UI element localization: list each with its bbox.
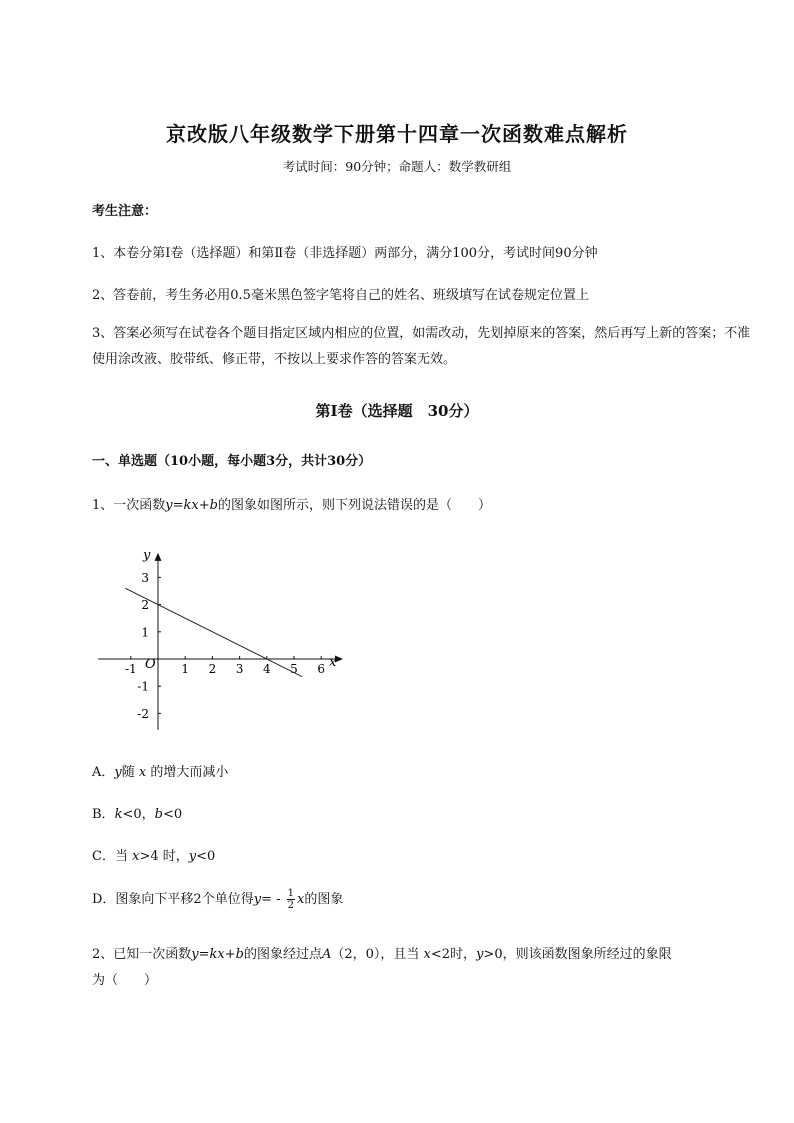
section-title: 一、单选题（10小题，每小题3分，共计30分） bbox=[92, 454, 372, 469]
q2-point-label: A bbox=[321, 947, 332, 962]
x-tick-label: 5 bbox=[290, 662, 298, 676]
page-title: 京改版八年级数学下册第十四章一次函数难点解析 bbox=[166, 122, 628, 146]
notice-item-2: 2、答卷前，考生务必用0.5毫米黑色签字笔将自己的姓名、班级填写在试卷规定位置上 bbox=[92, 288, 589, 303]
fraction-denominator: 2 bbox=[287, 900, 294, 911]
function-graph bbox=[92, 535, 362, 730]
x-tick-label: 2 bbox=[208, 662, 217, 676]
option-c-mid: >4 时， bbox=[139, 849, 189, 864]
option-b-mid: <0， bbox=[122, 807, 155, 822]
option-c[interactable] bbox=[92, 845, 215, 864]
option-b-var2: b bbox=[154, 807, 163, 822]
option-d-var2: x bbox=[297, 892, 305, 907]
graph-root bbox=[98, 548, 343, 730]
y-tick-label: -1 bbox=[137, 679, 149, 694]
x-tick-label: 6 bbox=[317, 662, 326, 676]
y-axis-label: y bbox=[143, 547, 151, 563]
q2-var1: x bbox=[423, 947, 431, 962]
x-tick-label: -1 bbox=[124, 662, 137, 676]
notice-item-1: 1、本卷分第I卷（选择题）和第Ⅱ卷（非选择题）两部分，满分100分，考试时间90分钟 bbox=[92, 246, 598, 261]
option-d[interactable] bbox=[92, 888, 343, 911]
x-tick-label: 1 bbox=[181, 662, 190, 676]
option-a-var2: x bbox=[138, 765, 147, 780]
y-axis-arrow bbox=[155, 553, 162, 561]
y-tick-label: 1 bbox=[141, 625, 149, 640]
question-1-stem bbox=[92, 494, 491, 513]
notice-heading: 考生注意： bbox=[92, 204, 158, 219]
q1-prefix: 1、一次函数 bbox=[92, 498, 166, 513]
x-tick-label: 4 bbox=[262, 662, 271, 676]
option-a-text: 的增大而减小 bbox=[146, 765, 229, 780]
option-b-text: <0 bbox=[162, 807, 183, 822]
option-b-label: B． bbox=[92, 807, 115, 822]
x-axis-label: x bbox=[328, 655, 337, 670]
option-d-var1: y bbox=[253, 892, 262, 907]
option-a-mid: 随 bbox=[121, 765, 139, 780]
option-a[interactable] bbox=[92, 761, 228, 780]
option-d-label: D．图象向下平移2个单位得 bbox=[92, 892, 254, 907]
q2-prefix: 2、已知一次函数 bbox=[92, 947, 192, 962]
x-tick-label: 3 bbox=[235, 662, 244, 676]
option-d-fraction bbox=[287, 888, 295, 911]
q2-mid1: 的图象经过点 bbox=[243, 947, 322, 962]
option-c-label: C．当 bbox=[92, 849, 133, 864]
option-a-label: A． bbox=[92, 765, 115, 780]
option-d-mid: = - bbox=[261, 892, 285, 907]
option-a-var1: y bbox=[114, 765, 122, 780]
option-b-var1: k bbox=[114, 807, 123, 822]
q1-formula: y=kx+b bbox=[165, 498, 218, 513]
part-title: 第I卷（选择题 30分） bbox=[315, 402, 479, 420]
option-c-var1: x bbox=[132, 849, 140, 864]
origin-label: O bbox=[145, 657, 156, 672]
option-b[interactable] bbox=[92, 803, 182, 822]
question-2-line2: 为（ ） bbox=[92, 973, 158, 988]
question-2-stem bbox=[92, 943, 672, 962]
option-c-text: <0 bbox=[196, 849, 216, 864]
fraction-numerator: 1 bbox=[287, 888, 294, 899]
option-c-var2: y bbox=[188, 849, 197, 864]
y-tick-label: 2 bbox=[141, 598, 149, 613]
q2-formula: y=kx+b bbox=[191, 947, 244, 962]
option-d-text: 的图象 bbox=[304, 892, 344, 907]
q2-mid3: <2时， bbox=[430, 947, 477, 962]
y-tick-label: 3 bbox=[141, 570, 149, 585]
exam-info: 考试时间：90分钟；命题人：数学教研组 bbox=[282, 159, 512, 174]
q2-mid4: >0，则该函数图象所经过的象限 bbox=[483, 947, 672, 962]
q2-mid2: （2，0），且当 bbox=[331, 947, 424, 962]
y-tick-label: -2 bbox=[137, 706, 149, 721]
q1-suffix: 的图象如图所示，则下列说法错误的是（ ） bbox=[217, 498, 491, 513]
notice-item-3: 3、答案必须写在试卷各个题目指定区域内相应的位置，如需改动，先划掉原来的答案，然后再写上新的答案；不准使用涂改液、胶带纸、修正带，不按以上要求作答的答案无效。 bbox=[92, 326, 751, 367]
q2-var2: y bbox=[476, 947, 484, 962]
